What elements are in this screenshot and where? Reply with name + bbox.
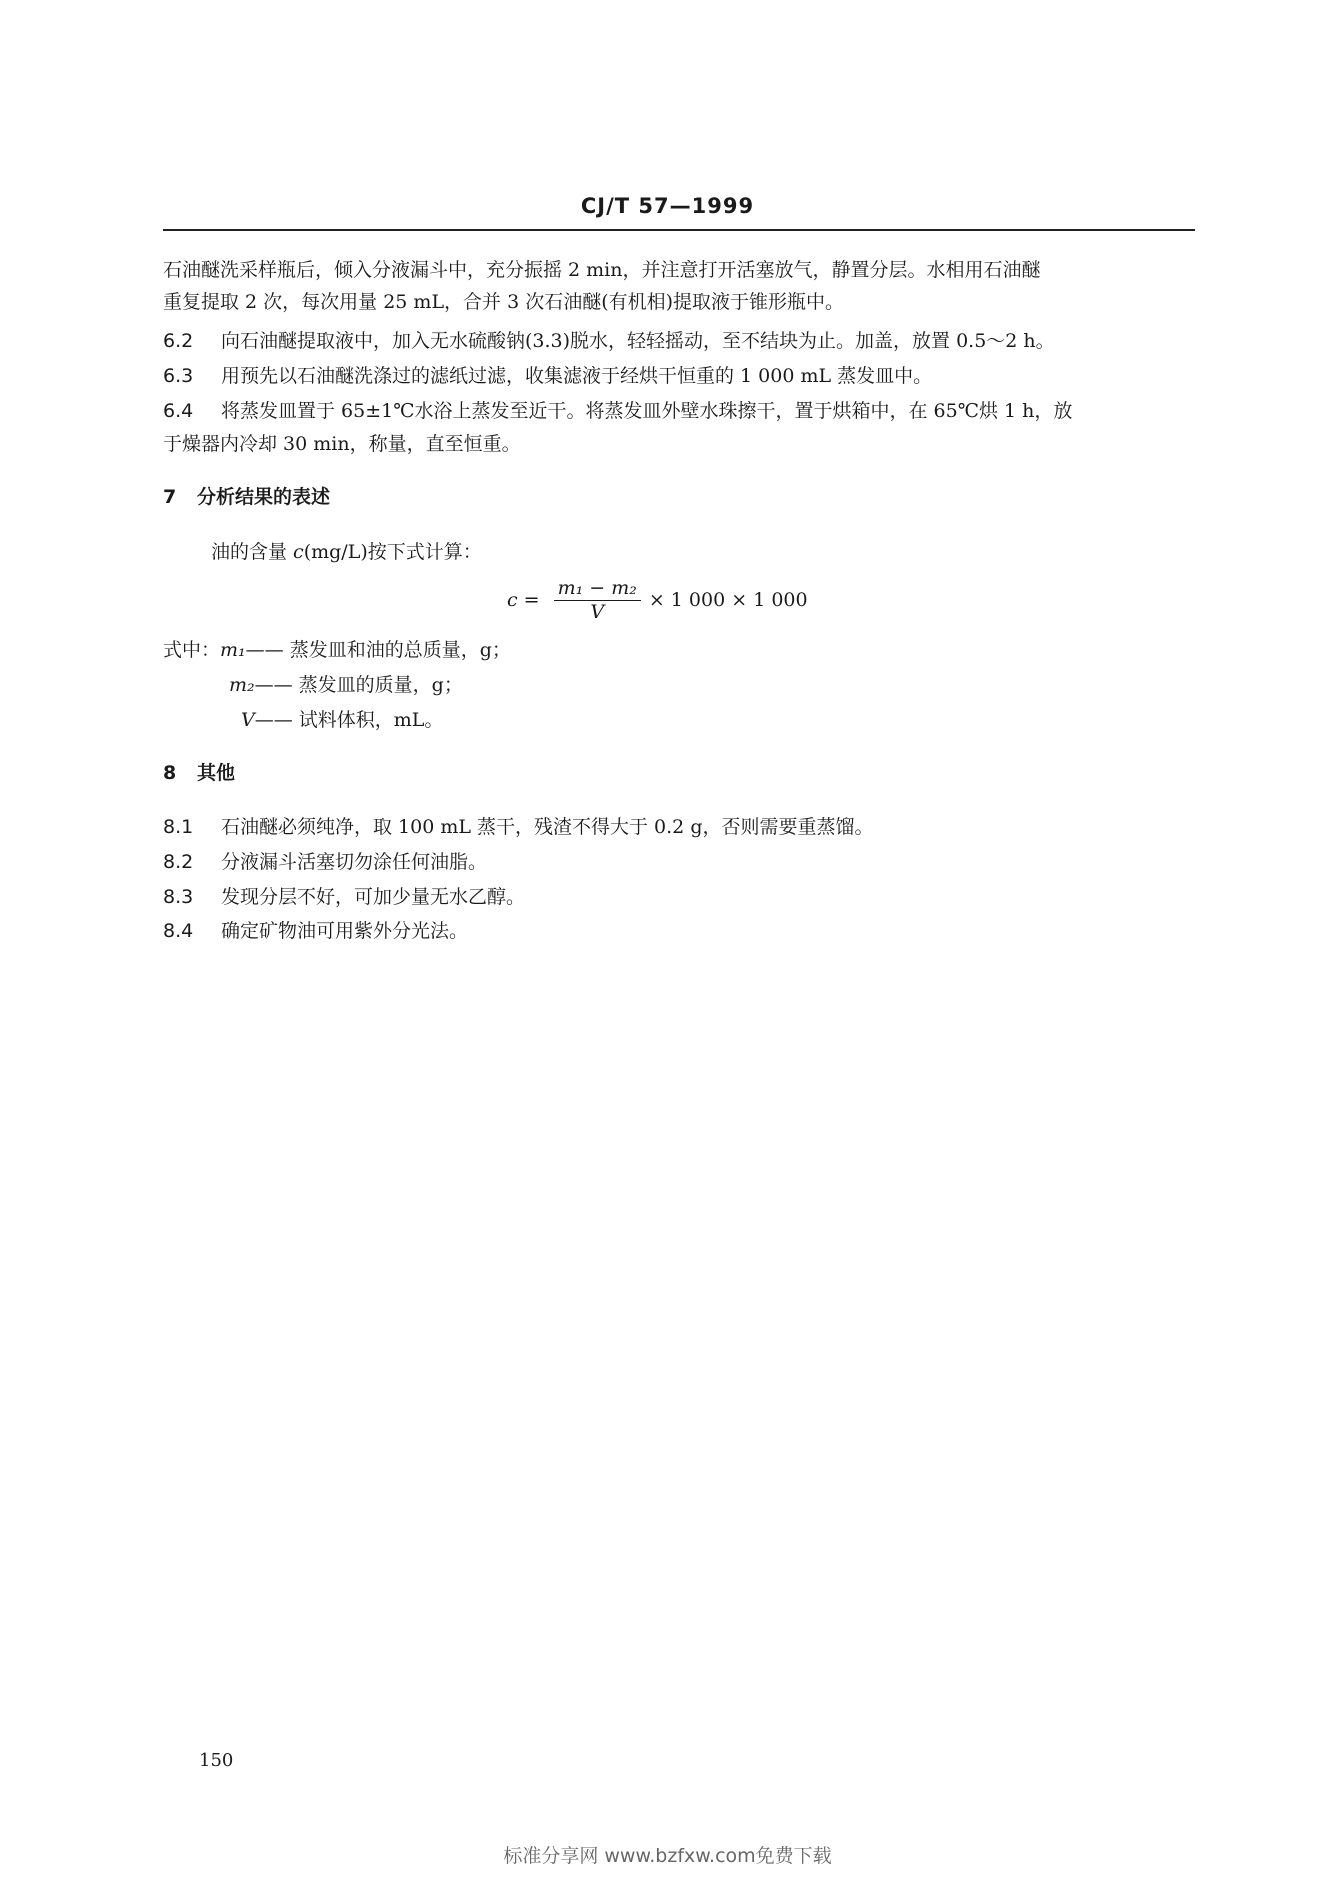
clause-text: 分液漏斗活塞切勿涂任何油脂。: [221, 851, 488, 873]
section-number: 7: [163, 486, 177, 508]
page-number: 150: [199, 1750, 234, 1771]
legend-symbol: m₂: [229, 674, 255, 696]
clause-number: 8.3: [163, 886, 194, 908]
paragraph-6-3: [163, 363, 932, 389]
section-7-heading: [163, 484, 330, 510]
clause-number: 6.3: [163, 365, 194, 387]
clause-8-3: [163, 884, 525, 910]
clause-number: 8.1: [163, 816, 194, 838]
formula-intro: [211, 539, 482, 565]
section-title: 分析结果的表述: [197, 486, 331, 508]
clause-8-4: [163, 918, 468, 944]
clause-number: 8.2: [163, 851, 194, 873]
clause-text: 石油醚必须纯净，取 100 mL 蒸干，残渣不得大于 0.2 g，否则需要重蒸馏。: [221, 816, 874, 838]
intro-text-end: (mg/L)按下式计算：: [303, 541, 482, 563]
intro-text: 油的含量: [211, 541, 294, 563]
clause-text: 向石油醚提取液中，加入无水硫酸钠(3.3)脱水，轻轻摇动，至不结块为止。加盖，放置 0.5～2 h。: [221, 330, 1055, 352]
legend-text: —— 试料体积，mL。: [254, 709, 444, 731]
legend-symbol: m₁: [220, 639, 246, 661]
clause-8-2: [163, 849, 487, 875]
legend-text: —— 蒸发皿的质量，g；: [254, 674, 463, 696]
paragraph-6-2: [163, 328, 1055, 354]
clause-number: 6.4: [163, 400, 194, 422]
clause-text: 用预先以石油醚洗涤过的滤纸过滤，收集滤液于经烘干恒重的 1 000 mL 蒸发皿中。: [221, 365, 933, 387]
formula-fraction: [554, 577, 641, 623]
formula-rhs: × 1 000 × 1 000: [648, 589, 808, 611]
clause-number: 8.4: [163, 920, 194, 942]
paragraph-6-1-line-1: 石油醚洗采样瓶后，倾入分液漏斗中，充分振摇 2 min，并注意打开活塞放气，静置分层。水相用石油醚: [163, 259, 1041, 281]
clause-text: 将蒸发皿置于 65±1℃水浴上蒸发至近干。将蒸发皿外壁水珠擦干，置于烘箱中，在 65℃烘 1 h，放: [221, 400, 1073, 422]
legend-symbol: V: [241, 709, 255, 731]
header-rule: [163, 229, 1195, 231]
section-number: 8: [163, 762, 177, 784]
clause-number: 6.2: [163, 330, 194, 352]
intro-variable: c: [293, 541, 304, 563]
legend-row-1: [163, 637, 511, 663]
section-8-heading: [163, 760, 235, 786]
paragraph-6-4-line-1: [163, 398, 1072, 424]
clause-text: 确定矿物油可用紫外分光法。: [221, 920, 469, 942]
standard-code: CJ/T 57—1999: [580, 194, 755, 218]
clause-8-1: [163, 814, 873, 840]
site-watermark: 标准分享网 www.bzfxw.com免费下载: [503, 1845, 832, 1867]
legend-row-2: [229, 672, 463, 698]
section-title: 其他: [197, 762, 236, 784]
paragraph-6-1-line-2: 重复提取 2 次，每次用量 25 mL，合并 3 次石油醚(有机相)提取液于锥形瓶中。: [163, 291, 845, 313]
formula-lhs: c: [507, 589, 518, 611]
legend-row-3: [241, 707, 443, 733]
oil-content-formula: [507, 574, 808, 626]
paragraph-6-4-line-2: 于燥器内冷却 30 min，称量，直至恒重。: [163, 433, 521, 455]
formula-equals: =: [523, 589, 540, 611]
clause-text: 发现分层不好，可加少量无水乙醇。: [221, 886, 526, 908]
legend-text: —— 蒸发皿和油的总质量，g；: [245, 639, 511, 661]
formula-denominator: V: [590, 601, 605, 623]
formula-numerator: m₁ − m₂: [554, 577, 641, 601]
legend-prefix: 式中：: [163, 639, 221, 661]
